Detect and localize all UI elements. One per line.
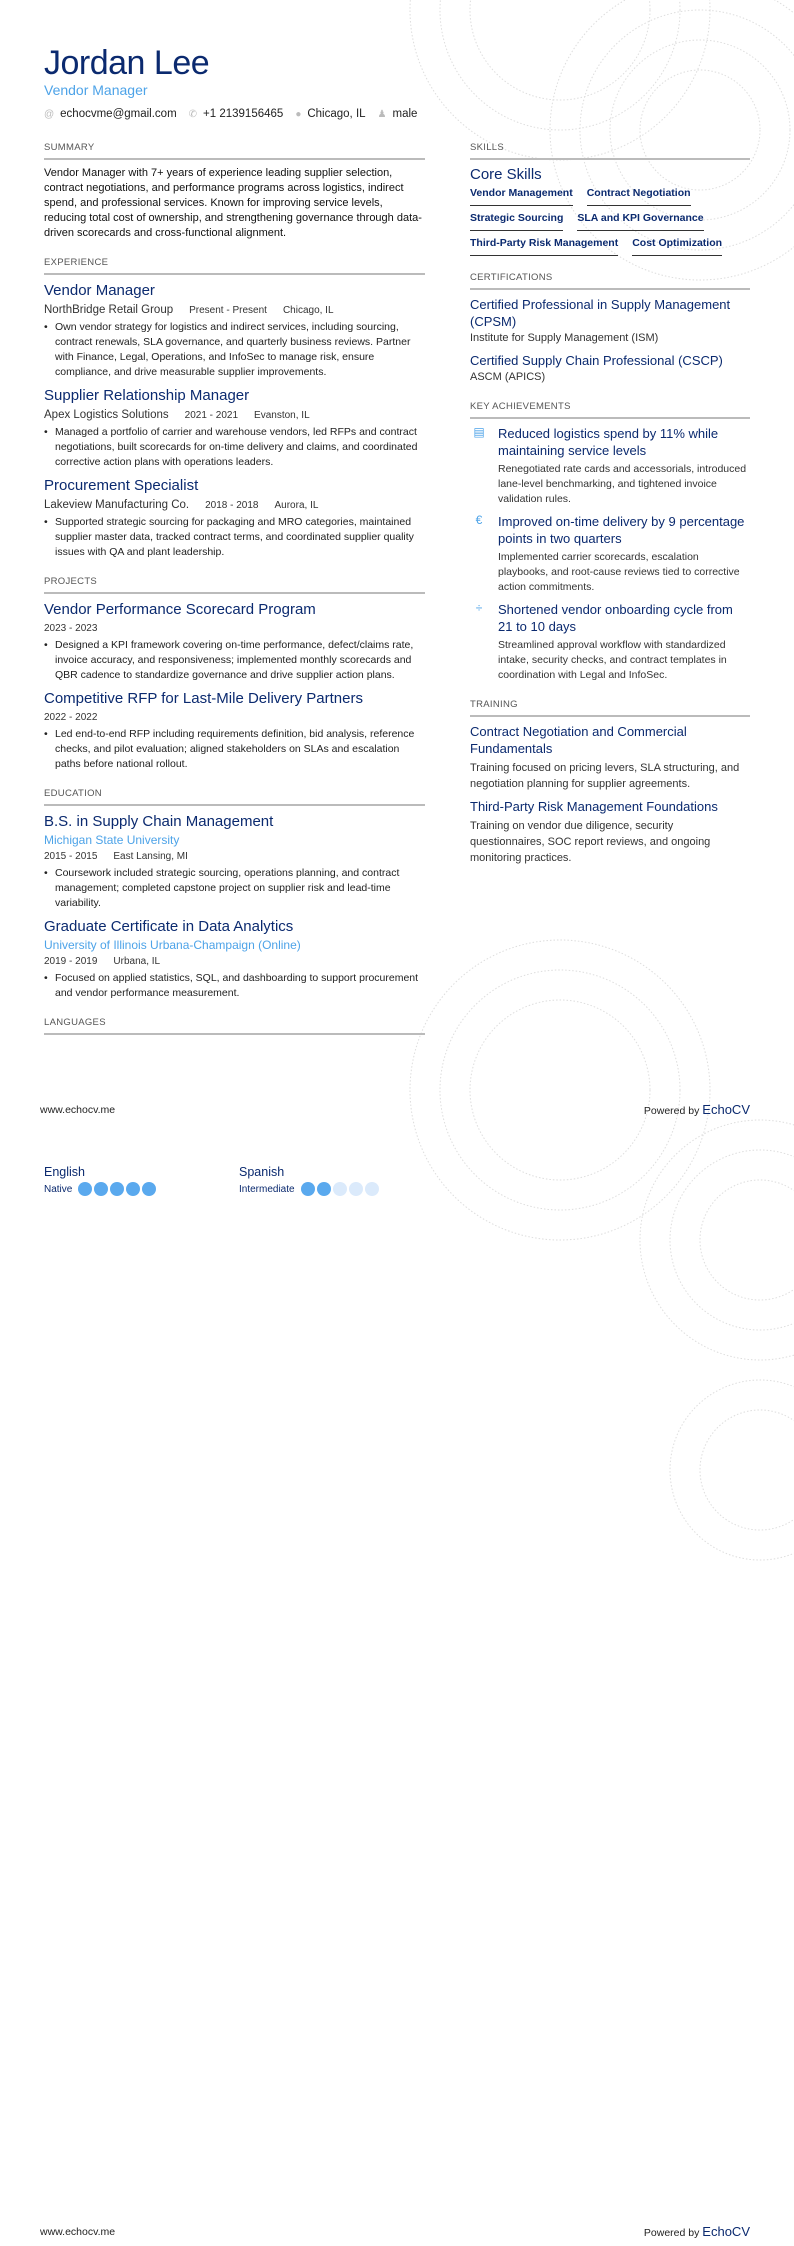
skills-section [470, 142, 750, 256]
bullet-list [44, 515, 425, 560]
section-heading: SKILLS [470, 142, 750, 160]
footer-site-link[interactable]: www.echocv.me [40, 2226, 116, 2238]
achievements-section [470, 401, 750, 683]
bullet-list [44, 320, 425, 380]
proficiency-dot [349, 1182, 363, 1196]
languages-section [44, 1017, 425, 1035]
skill-tag: Contract Negotiation [587, 187, 691, 206]
section-heading: TRAINING [470, 699, 750, 717]
summary-section [44, 142, 425, 241]
certification-issuer: Institute for Supply Management (ISM) [470, 332, 659, 344]
skills-group-title: Core Skills [470, 166, 542, 183]
language-item [44, 1165, 156, 1196]
email[interactable]: echocvme@gmail.com [60, 108, 177, 120]
training-desc: Training on vendor due diligence, security questionnaires, SOC report reviews, and ongoing monitoring practices. [470, 820, 711, 864]
section-heading: PROJECTS [44, 576, 425, 594]
experience-item [44, 281, 425, 380]
bullet-list [44, 727, 425, 772]
skill-tag: Cost Optimization [632, 237, 722, 256]
location: Chicago, IL [307, 108, 366, 120]
section-heading: KEY ACHIEVEMENTS [470, 401, 750, 419]
job-title: Supplier Relationship Manager [44, 387, 250, 404]
company: Apex Logistics Solutions [44, 409, 169, 421]
location: Aurora, IL [274, 500, 319, 511]
education-item [44, 812, 425, 911]
document-icon: ▤ [473, 425, 485, 439]
achievement-desc: Renegotiated rate cards and accessorials, introduced lane-level benchmarking, and tightened invoice validation rules. [498, 463, 747, 505]
proficiency-dot [94, 1182, 108, 1196]
dates: 2018 - 2018 [205, 500, 259, 511]
bullet: • Managed a portfolio of carrier and warehouse vendors, led RFPs and contract negotiations, built scorecards for on-time delivery and claims, and coordinated corrective action plans with operations leaders. [44, 425, 425, 470]
bullet: • Coursework included strategic sourcing, operations planning, and contract management; completed capstone project on supplier risk and lead-time variability. [44, 866, 425, 911]
achievement-item [470, 513, 750, 595]
language-item [239, 1165, 379, 1196]
project-title: Competitive RFP for Last-Mile Delivery Partners [44, 690, 363, 707]
bullet: • Designed a KPI framework covering on-time performance, defect/claims rate, invoice accuracy, and responsiveness; implemented monthly scorecards and QBR cadence to standardize governance and drive supplier action plans. [44, 638, 425, 683]
skill-tag: Vendor Management [470, 187, 573, 206]
powered-by [644, 1102, 750, 1117]
proficiency-dots [301, 1182, 379, 1196]
proficiency-dot [333, 1182, 347, 1196]
skill-tag: Strategic Sourcing [470, 212, 563, 231]
powered-by [644, 2224, 750, 2239]
location: East Lansing, MI [113, 851, 188, 862]
project-item [44, 600, 425, 683]
education-meta [44, 953, 425, 971]
training-desc: Training focused on pricing levers, SLA structuring, and negotiation planning for supplier agreements. [470, 762, 740, 790]
certification-item [470, 296, 750, 346]
footer-site-link[interactable]: www.echocv.me [40, 1104, 116, 1116]
school: Michigan State University [44, 833, 180, 847]
language-level [44, 1182, 156, 1196]
level-label: Native [44, 1183, 73, 1195]
candidate-name: Jordan Lee [44, 44, 210, 82]
phone-icon: ✆ [188, 108, 198, 120]
bullet: • Own vendor strategy for logistics and indirect services, including sourcing, contract renewals, SLA governance, and quarterly business reviews. Partner with Finance, Legal, Operations, and InfoSec to manage risk, ensure compliance, and drive measurable supplier improvements. [44, 320, 425, 380]
achievement-title: Reduced logistics spend by 11% while maintaining service levels [498, 426, 719, 458]
person-icon: ♟ [377, 108, 387, 120]
dates: Present - Present [189, 305, 267, 316]
achievement-title: Improved on-time delivery by 9 percentage points in two quarters [498, 514, 745, 546]
right-column [470, 142, 750, 882]
at-icon: @ [44, 108, 55, 120]
education-meta [44, 848, 425, 866]
bullet-list [44, 971, 425, 1001]
achievement-desc: Streamlined approval workflow with standardized intake, security checks, and contract templates in coordination with Legal and InfoSec. [498, 639, 727, 681]
proficiency-dot [78, 1182, 92, 1196]
certification-issuer: ASCM (APICS) [470, 371, 546, 383]
level-label: Intermediate [239, 1183, 295, 1195]
bullet-list [44, 638, 425, 683]
summary-text: Vendor Manager with 7+ years of experience leading supplier selection, contract negotiations, and performance programs across logistics, indirect spend, and professional services. Known for improving service levels, reducing total cost of ownership, and strengthening governance through data-driven scorecards and cross-functional alignment. [44, 167, 422, 239]
job-title: Vendor Manager [44, 82, 148, 98]
section-heading: EXPERIENCE [44, 257, 425, 275]
job-meta [44, 496, 425, 515]
achievement-item [470, 425, 750, 507]
language-name: Spanish [239, 1165, 285, 1179]
proficiency-dots [78, 1182, 156, 1196]
proficiency-dot [126, 1182, 140, 1196]
training-title: Contract Negotiation and Commercial Fundamentals [470, 724, 687, 756]
achievement-item [470, 601, 750, 683]
proficiency-dot [317, 1182, 331, 1196]
left-column [44, 142, 425, 1051]
phone[interactable]: +1 2139156465 [203, 108, 284, 120]
achievement-body [498, 513, 750, 595]
project-title: Vendor Performance Scorecard Program [44, 601, 316, 618]
brand-logo: EchoCV [702, 1102, 750, 1117]
experience-section [44, 257, 425, 560]
certifications-section [470, 272, 750, 385]
section-heading: EDUCATION [44, 788, 425, 806]
bullet: • Focused on applied statistics, SQL, and dashboarding to support procurement and vendor performance measurement. [44, 971, 425, 1001]
location-pin-icon: ● [295, 108, 302, 120]
gender: male [392, 108, 418, 120]
powered-label: Powered by [643, 2227, 700, 2239]
skill-tag: SLA and KPI Governance [577, 212, 703, 231]
language-level [239, 1182, 379, 1196]
job-title: Vendor Manager [44, 282, 155, 299]
skill-tag: Third-Party Risk Management [470, 237, 618, 256]
bullet-list [44, 866, 425, 911]
bullet: • Supported strategic sourcing for packaging and MRO categories, maintained supplier master data, tracked contract terms, and coordinated supplier quality issues with QA and plant leadership. [44, 515, 425, 560]
dates: 2021 - 2021 [184, 410, 239, 421]
dates: 2019 - 2019 [44, 956, 98, 967]
education-item [44, 917, 425, 1001]
proficiency-dot [301, 1182, 315, 1196]
achievement-title: Shortened vendor onboarding cycle from 21 to 10 days [498, 602, 733, 634]
divide-icon: ÷ [475, 601, 483, 615]
certification-name: Certified Professional in Supply Management (CPSM) [470, 297, 731, 329]
achievement-body [498, 601, 750, 683]
school: University of Illinois Urbana-Champaign (Online) [44, 938, 301, 952]
achievement-body [498, 425, 750, 507]
bullet: • Led end-to-end RFP including requirements definition, bid analysis, reference checks, and pilot evaluation; aligned stakeholders on SLAs and escalation paths before national rollout. [44, 727, 425, 772]
section-heading: LANGUAGES [44, 1017, 425, 1035]
location: Urbana, IL [113, 956, 161, 967]
job-meta [44, 406, 425, 425]
powered-label: Powered by [643, 1105, 700, 1117]
location: Chicago, IL [282, 305, 334, 316]
company: NorthBridge Retail Group [44, 304, 174, 316]
job-title: Procurement Specialist [44, 477, 199, 494]
dates: 2023 - 2023 [44, 623, 98, 634]
dates: 2022 - 2022 [44, 712, 98, 723]
proficiency-dot [110, 1182, 124, 1196]
degree: B.S. in Supply Chain Management [44, 813, 274, 830]
projects-section [44, 576, 425, 772]
contact-bar [44, 108, 417, 120]
training-item [470, 723, 750, 792]
job-meta [44, 301, 425, 320]
company: Lakeview Manufacturing Co. [44, 499, 190, 511]
project-meta [44, 620, 425, 638]
project-meta [44, 709, 425, 727]
training-item [470, 798, 750, 866]
language-name: English [44, 1165, 85, 1179]
location: Evanston, IL [254, 410, 310, 421]
certification-item [470, 352, 750, 385]
certification-name: Certified Supply Chain Professional (CSCP) [470, 353, 723, 368]
proficiency-dot [365, 1182, 379, 1196]
section-heading: CERTIFICATIONS [470, 272, 750, 290]
section-heading: SUMMARY [44, 142, 425, 160]
project-item [44, 689, 425, 772]
training-section [470, 699, 750, 866]
brand-logo: EchoCV [702, 2224, 750, 2239]
bullet-list [44, 425, 425, 470]
achievement-desc: Implemented carrier scorecards, escalation playbooks, and root-cause reviews tied to corrective action commitments. [498, 551, 740, 593]
experience-item [44, 476, 425, 560]
experience-item [44, 386, 425, 470]
euro-icon: € [475, 513, 483, 527]
training-title: Third-Party Risk Management Foundations [470, 799, 718, 814]
degree: Graduate Certificate in Data Analytics [44, 918, 294, 935]
proficiency-dot [142, 1182, 156, 1196]
education-section [44, 788, 425, 1001]
dates: 2015 - 2015 [44, 851, 98, 862]
